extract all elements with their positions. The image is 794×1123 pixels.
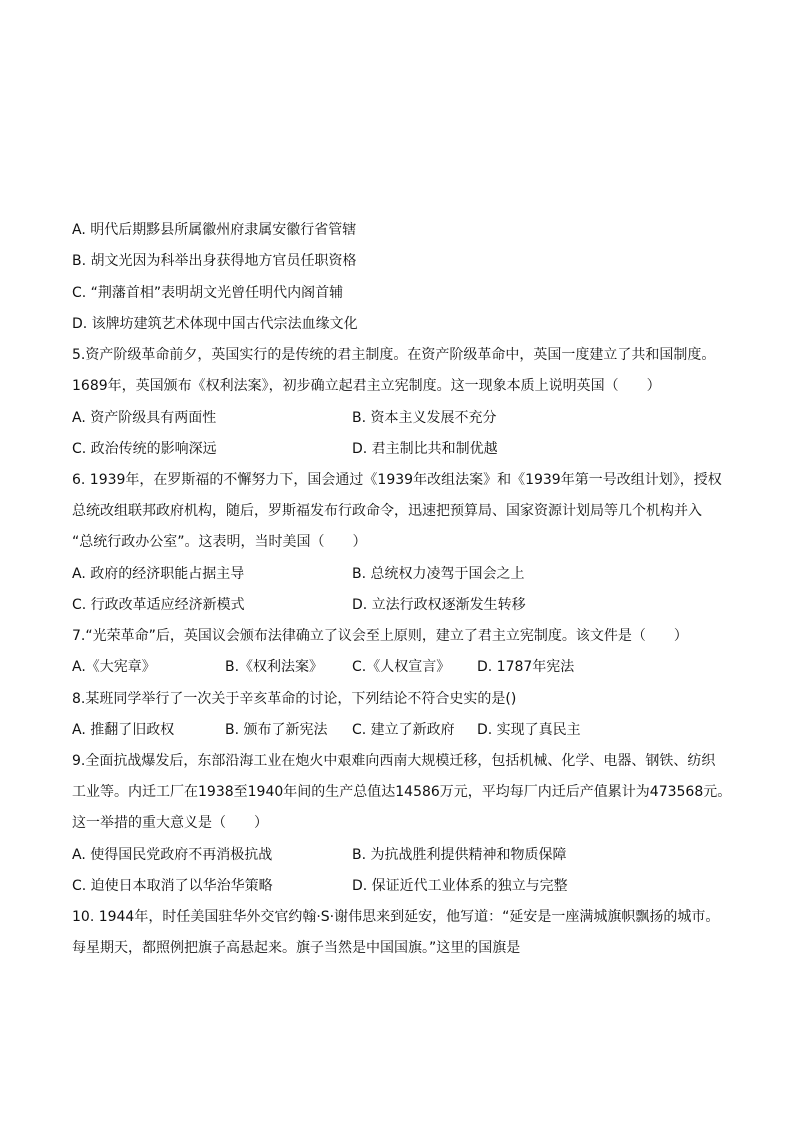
q10-stem-line-2: 每星期天，都照例把旗子高悬起来。旗子当然是中国国旗。”这里的国旗是 [72,940,521,956]
q6-stem-line-3: “总统行政办公室”。这表明，当时美国（ ） [72,534,367,550]
q8-option-a: A. 推翻了旧政权 [72,722,175,738]
q10-stem-line-1: 10. 1944年，时任美国驻华外交官约翰·S·谢伟思来到延安，他写道：“延安是一座满城旗帜飘扬的城市。 [72,909,720,925]
q7-stem: 7.“光荣革命”后，英国议会颁布法律确立了议会至上原则，建立了君主立宪制度。该文件是（ ） [72,628,688,644]
q9-stem-line-3: 这一举措的重大意义是（ ） [72,815,268,831]
q9-stem-line-2: 工业等。内迁工厂在1938至1940年间的生产总值达14586万元，平均每厂内迁后产值累计为473568元。 [72,784,732,800]
q8-option-d: D. 实现了真民主 [477,722,581,738]
q9-option-b: B. 为抗战胜利提供精神和物质保障 [352,847,567,863]
q6-option-a: A. 政府的经济职能占据主导 [72,566,245,582]
q9-option-a: A. 使得国民党政府不再消极抗战 [72,847,273,863]
q7-option-c: C.《人权宣言》 [352,659,451,675]
q4-option-b: B. 胡文光因为科举出身获得地方官员任职资格 [72,253,357,269]
q4-option-c: C. “荆藩首相”表明胡文光曾任明代内阁首辅 [72,285,344,301]
q6-option-b: B. 总统权力凌驾于国会之上 [352,566,525,582]
q5-stem-line-2: 1689年，英国颁布《权利法案》，初步确立起君主立宪制度。这一现象本质上说明英国（ ） [72,378,661,394]
q6-option-c: C. 行政改革适应经济新模式 [72,597,245,613]
q8-stem: 8.某班同学举行了一次关于辛亥革命的讨论，下列结论不符合史实的是() [72,691,517,707]
q4-option-d: D. 该牌坊建筑艺术体现中国古代宗法血缘文化 [72,316,358,332]
q8-option-c: C. 建立了新政府 [352,722,455,738]
q4-option-a: A. 明代后期黟县所属徽州府隶属安徽行省管辖 [72,222,357,238]
q5-stem-line-1: 5.资产阶级革命前夕，英国实行的是传统的君主制度。在资产阶级革命中，英国一度建立了共和国制度。 [72,347,716,363]
q5-option-a: A. 资产阶级具有两面性 [72,410,217,426]
q5-option-c: C. 政治传统的影响深远 [72,441,217,457]
q7-option-a: A.《大宪章》 [72,659,156,675]
q7-option-b: B.《权利法案》 [225,659,324,675]
q6-option-d: D. 立法行政权逐渐发生转移 [352,597,526,613]
q6-stem-line-1: 6. 1939年，在罗斯福的不懈努力下，国会通过《1939年改组法案》和《1939年第一号改组计划》，授权 [72,472,722,488]
q9-option-d: D. 保证近代工业体系的独立与完整 [352,878,568,894]
q7-option-d: D. 1787年宪法 [477,659,575,675]
q6-stem-line-2: 总统改组联邦政府机构，随后，罗斯福发布行政命令，迅速把预算局、国家资源计划局等几个机构并入 [72,503,702,519]
q5-option-d: D. 君主制比共和制优越 [352,441,498,457]
q5-option-b: B. 资本主义发展不充分 [352,410,497,426]
q9-stem-line-1: 9.全面抗战爆发后，东部沿海工业在炮火中艰难向西南大规模迁移，包括机械、化学、电器、钢铁、纺织 [72,753,716,769]
q9-option-c: C. 迫使日本取消了以华治华策略 [72,878,273,894]
q8-option-b: B. 颁布了新宪法 [225,722,328,738]
